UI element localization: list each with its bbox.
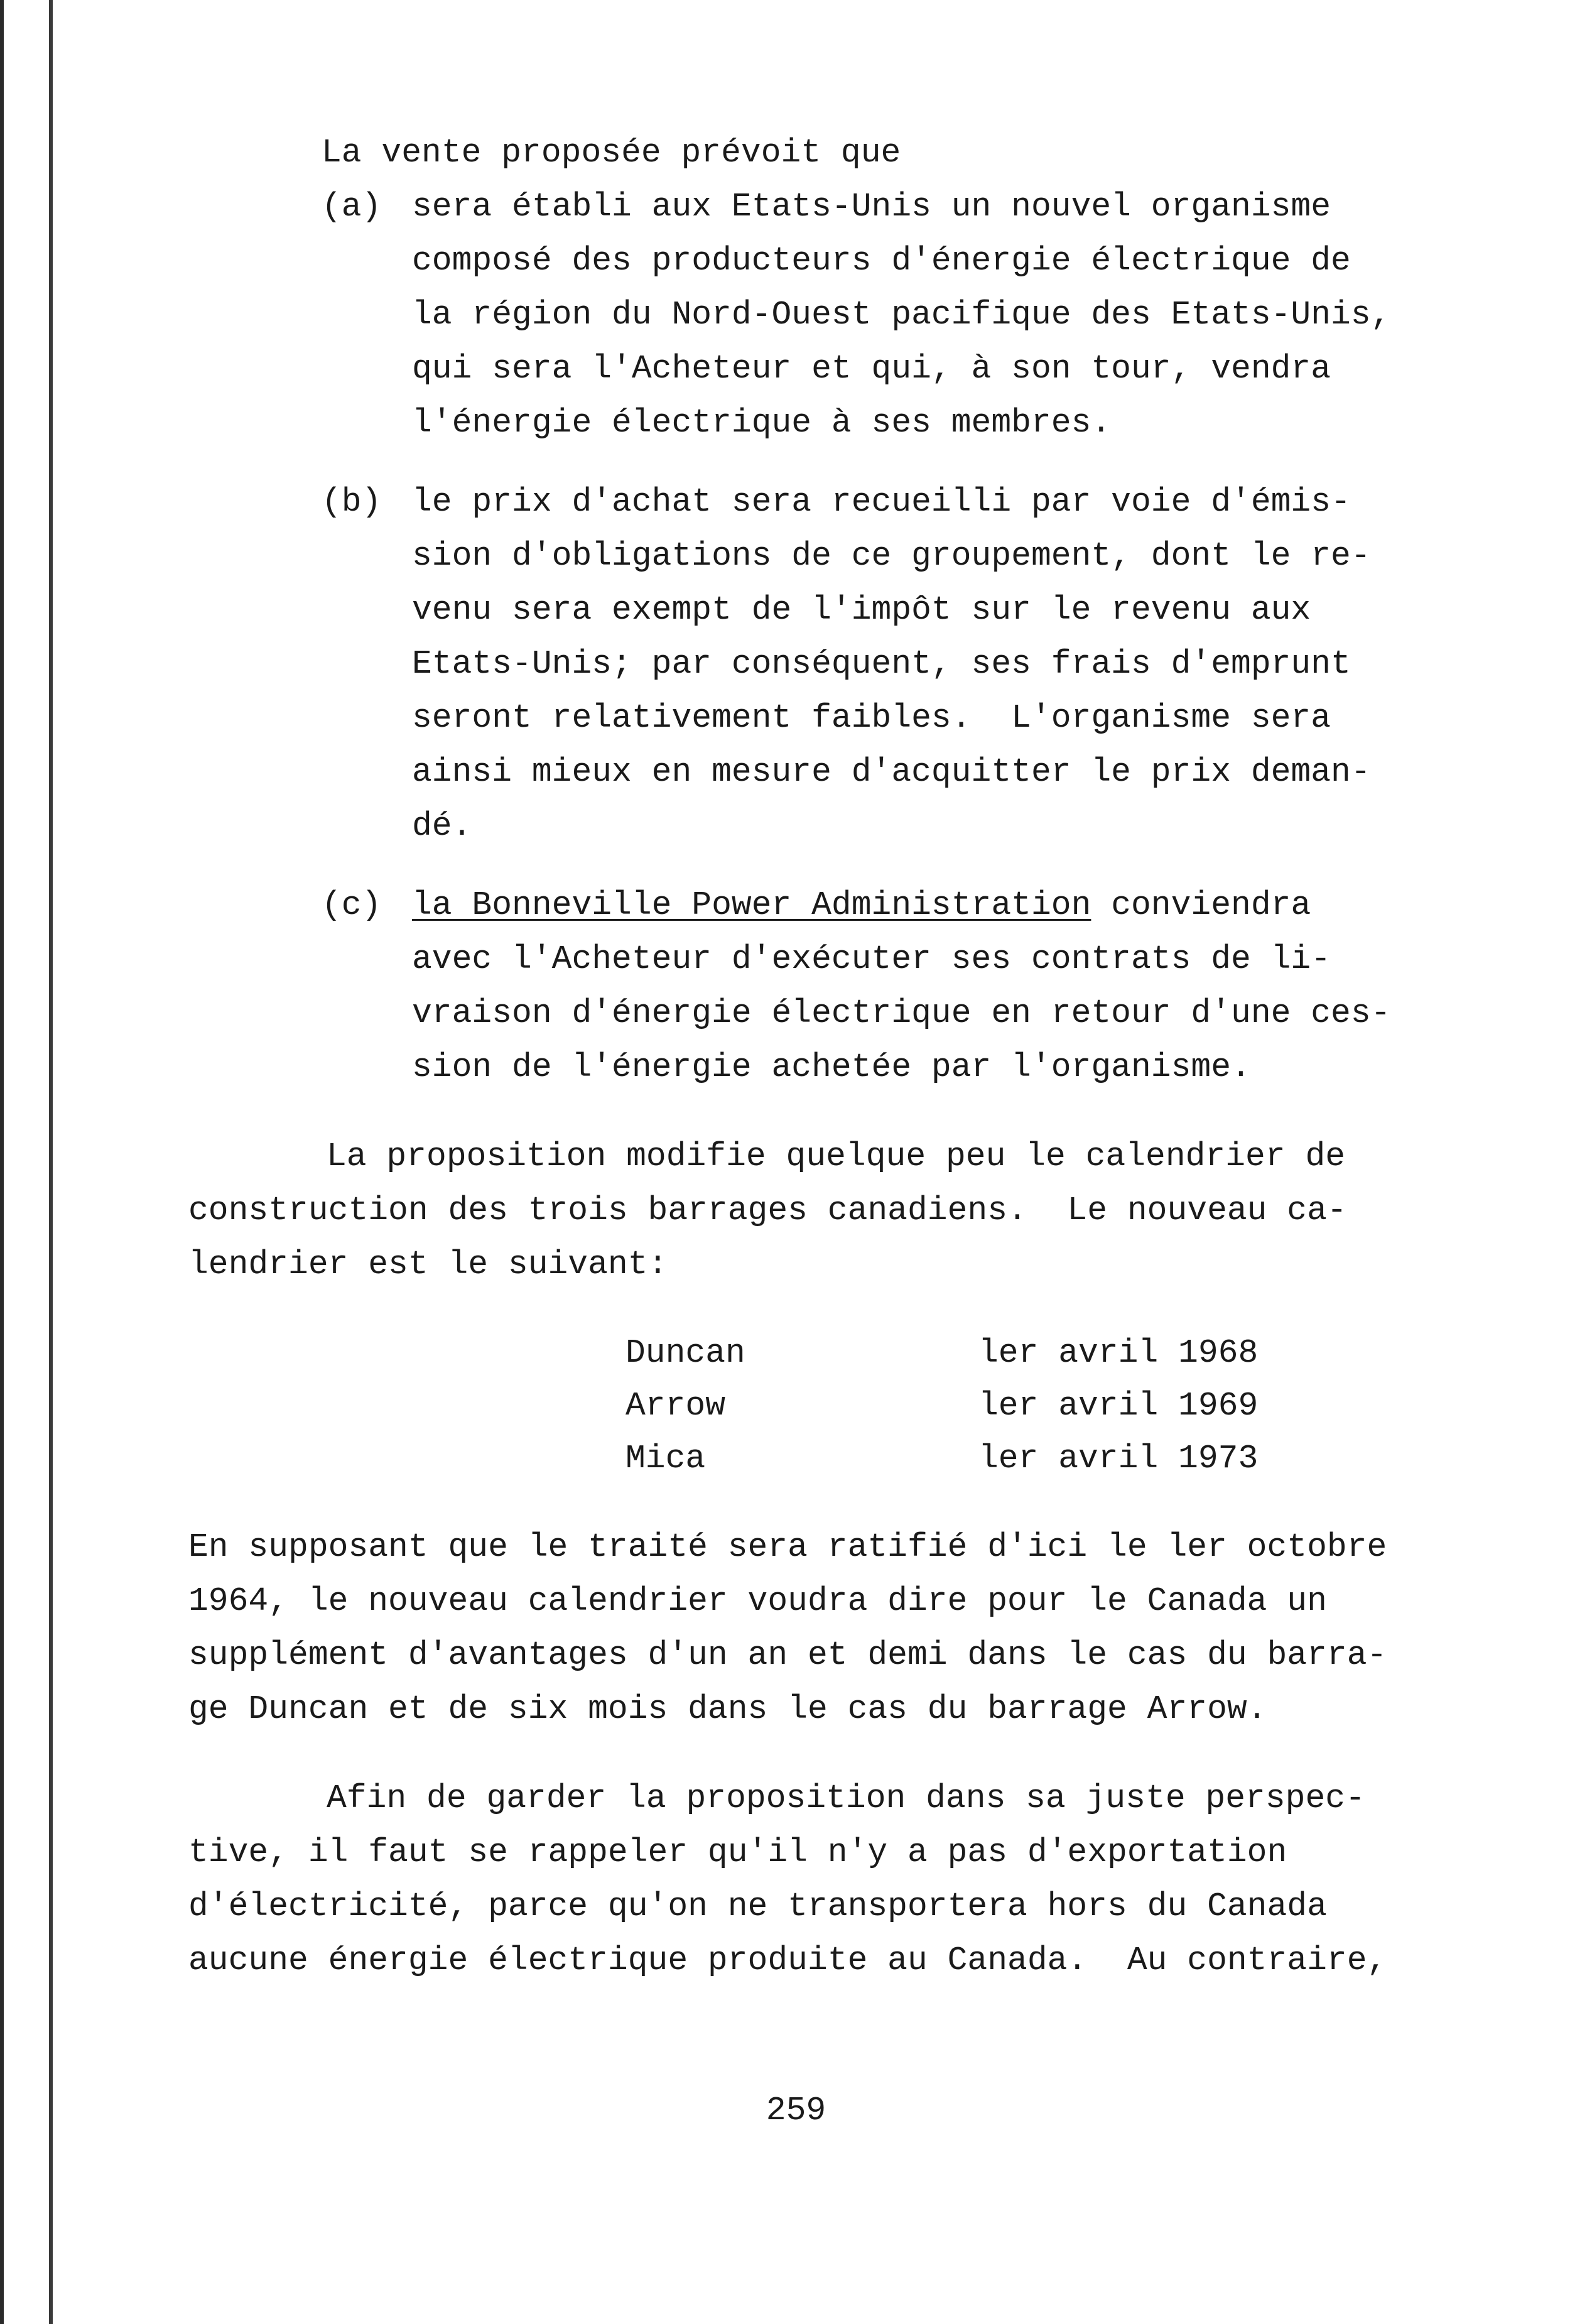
- page-number: 259: [766, 2092, 826, 2129]
- paragraph-line: construction des trois barrages canadiens. Le nouveau ca-: [188, 1192, 1347, 1229]
- item-line: venu sera exempt de l'impôt sur le revenu aux: [412, 591, 1311, 629]
- binding-edge: [0, 0, 58, 2324]
- paragraph-perspective: [188, 1771, 1463, 1987]
- item-line: [412, 878, 1463, 932]
- paragraph-line: La proposition modifie quelque peu le calendrier de: [327, 1138, 1346, 1175]
- paragraph-line: aucune énergie électrique produite au Canada. Au contraire,: [188, 1941, 1387, 1979]
- dam-name: Arrow: [625, 1387, 726, 1425]
- dam-schedule-table: [625, 1327, 1341, 1485]
- item-line: vraison d'énergie électrique en retour d'une ces-: [412, 994, 1391, 1032]
- paragraph-line: d'électricité, parce qu'on ne transportera hors du Canada: [188, 1887, 1327, 1925]
- item-line: sion d'obligations de ce groupement, dont le re-: [412, 537, 1371, 575]
- list-marker: (c): [322, 886, 382, 924]
- dam-name: Duncan: [625, 1334, 745, 1372]
- list-item-c: [188, 878, 1463, 1094]
- item-line: qui sera l'Acheteur et qui, à son tour, vendra: [412, 350, 1331, 388]
- paragraph-line: tive, il faut se rappeler qu'il n'y a pas d'exportation: [188, 1833, 1287, 1871]
- item-line: le prix d'achat sera recueilli par voie d'émis-: [412, 483, 1351, 521]
- dam-date: ler avril 1968: [978, 1334, 1259, 1372]
- underlined-organization: la Bonneville Power Administration: [412, 886, 1091, 924]
- dam-name: Mica: [625, 1440, 706, 1477]
- paragraph-line: Afin de garder la proposition dans sa juste perspec-: [327, 1779, 1365, 1817]
- paragraph-line: 1964, le nouveau calendrier voudra dire pour le Canada un: [188, 1582, 1327, 1620]
- item-line: sion de l'énergie achetée par l'organisme.: [412, 1048, 1251, 1086]
- table-row: [625, 1379, 1341, 1432]
- item-line: l'énergie électrique à ses membres.: [412, 404, 1112, 442]
- list-item-b: [188, 475, 1463, 853]
- list-marker: (b): [322, 483, 382, 521]
- paragraph-ratification: [188, 1520, 1463, 1736]
- paragraph-schedule-intro: [188, 1129, 1463, 1291]
- paragraph-line: lendrier est le suivant:: [188, 1246, 668, 1283]
- item-line: sera établi aux Etats-Unis un nouvel organisme: [412, 188, 1331, 225]
- paragraph-line: supplément d'avantages d'un an et demi dans le cas du barra-: [188, 1636, 1387, 1674]
- table-row: [625, 1432, 1341, 1485]
- document-page: [188, 126, 1463, 1987]
- item-line: dé.: [412, 807, 472, 845]
- item-line: composé des producteurs d'énergie électrique de: [412, 242, 1351, 280]
- list-item-a: [188, 180, 1463, 450]
- paragraph-line: ge Duncan et de six mois dans le cas du barrage Arrow.: [188, 1690, 1267, 1728]
- dam-date: ler avril 1973: [978, 1440, 1259, 1477]
- dam-date: ler avril 1969: [978, 1387, 1259, 1425]
- paragraph-line: En supposant que le traité sera ratifié d'ici le ler octobre: [188, 1528, 1387, 1566]
- item-line-rest: conviendra: [1091, 886, 1311, 924]
- item-line: avec l'Acheteur d'exécuter ses contrats de li-: [412, 940, 1331, 978]
- item-line: la région du Nord-Ouest pacifique des Etats-Unis,: [412, 296, 1391, 334]
- list-marker: (a): [322, 188, 382, 225]
- item-line: Etats-Unis; par conséquent, ses frais d'emprunt: [412, 645, 1351, 683]
- table-row: [625, 1327, 1341, 1379]
- item-line: seront relativement faibles. L'organisme sera: [412, 699, 1331, 737]
- intro-line: La vente proposée prévoit que: [322, 134, 901, 171]
- item-line: ainsi mieux en mesure d'acquitter le prix deman-: [412, 753, 1371, 791]
